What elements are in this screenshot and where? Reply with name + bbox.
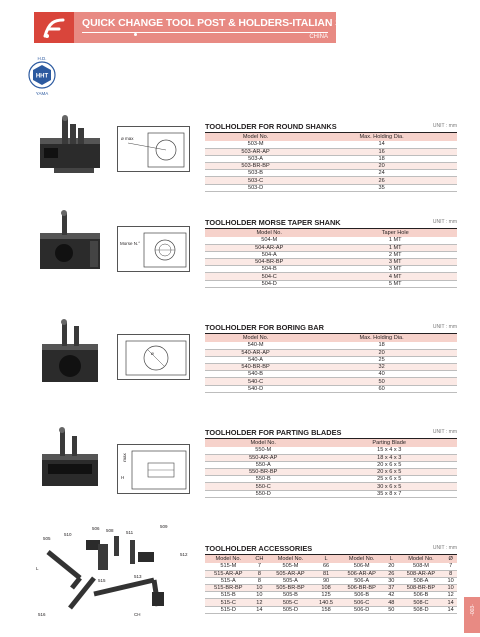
page-number: -003- bbox=[469, 604, 476, 616]
value-cell: 20 bbox=[306, 349, 457, 356]
model-cell: 550-B bbox=[205, 476, 321, 483]
boring-bar-holder-photo bbox=[34, 318, 106, 390]
column-header: Parting Blade bbox=[321, 439, 457, 447]
brand-bottom-text: YAMA bbox=[35, 91, 49, 96]
round-shank-drawing bbox=[118, 127, 191, 173]
table-row bbox=[205, 184, 457, 191]
value-cell: 108 bbox=[314, 585, 339, 592]
model-cell: 504-C bbox=[205, 273, 333, 280]
header-country: CHINA bbox=[309, 34, 328, 40]
table-row bbox=[205, 163, 457, 170]
callout-510: 510 bbox=[64, 532, 72, 537]
morse-taper-table bbox=[205, 229, 457, 288]
column-header: Model No. bbox=[205, 229, 333, 237]
callout-l: L bbox=[36, 566, 39, 571]
value-cell: 125 bbox=[314, 592, 339, 599]
callout-516: 516 bbox=[38, 612, 46, 617]
column-header: CH bbox=[252, 555, 268, 563]
table-row bbox=[205, 570, 457, 577]
model-cell: 515-A bbox=[205, 577, 252, 584]
model-cell: 550-C bbox=[205, 483, 321, 490]
value-cell: 26 bbox=[306, 177, 457, 184]
brand-badge-logo bbox=[27, 53, 57, 97]
model-cell: 503-M bbox=[205, 141, 306, 148]
boring-bar-unit: UNIT : mm bbox=[432, 324, 457, 330]
parting-blade-drawing bbox=[118, 445, 191, 495]
model-cell: 504-A bbox=[205, 251, 333, 258]
round-shanks-title: TOOLHOLDER FOR ROUND SHANKS bbox=[205, 122, 337, 131]
value-cell: 3 MT bbox=[333, 266, 457, 273]
table-row bbox=[205, 454, 457, 461]
value-cell: 14 bbox=[444, 606, 457, 613]
logo-mark-icon bbox=[41, 16, 67, 40]
page-tab bbox=[464, 597, 480, 633]
column-header: Taper Hole bbox=[333, 229, 457, 237]
table-row bbox=[205, 364, 457, 371]
model-cell: 504-BR-BP bbox=[205, 259, 333, 266]
value-cell: 90 bbox=[314, 577, 339, 584]
model-cell: 540-M bbox=[205, 342, 306, 349]
round-shanks-table bbox=[205, 133, 457, 192]
table-row bbox=[205, 577, 457, 584]
table-row bbox=[205, 155, 457, 162]
model-cell: 550-BR-BP bbox=[205, 469, 321, 476]
model-cell: 505-D bbox=[267, 606, 314, 613]
table-row bbox=[205, 599, 457, 606]
model-cell: 508-AR-AP bbox=[398, 570, 445, 577]
model-cell: 550-M bbox=[205, 447, 321, 454]
table-row bbox=[205, 273, 457, 280]
model-cell: 515-D bbox=[205, 606, 252, 613]
model-cell: 503-BR-BP bbox=[205, 163, 306, 170]
brand-middle-text: HHT bbox=[35, 73, 49, 80]
table-row bbox=[205, 177, 457, 184]
parting-blades-table bbox=[205, 439, 457, 498]
model-cell: 506-M bbox=[338, 563, 385, 570]
boring-bar-table bbox=[205, 334, 457, 393]
value-cell: 25 bbox=[306, 356, 457, 363]
column-header: Model No. bbox=[338, 555, 385, 563]
table-row bbox=[205, 170, 457, 177]
table-row bbox=[205, 356, 457, 363]
table-row bbox=[205, 148, 457, 155]
table-row bbox=[205, 342, 457, 349]
model-cell: 505-C bbox=[267, 599, 314, 606]
table-row bbox=[205, 280, 457, 287]
value-cell: 25 x 6 x 5 bbox=[321, 476, 457, 483]
round-shank-label: ø max bbox=[121, 136, 134, 141]
table-row bbox=[205, 349, 457, 356]
parting-blades-section bbox=[205, 428, 457, 498]
table-row bbox=[205, 606, 457, 613]
callout-513: 513 bbox=[134, 574, 142, 579]
value-cell: 7 bbox=[444, 563, 457, 570]
value-cell: 158 bbox=[314, 606, 339, 613]
column-header: Model No. bbox=[398, 555, 445, 563]
accessories-photo bbox=[34, 522, 194, 622]
column-header: Model No. bbox=[205, 555, 252, 563]
model-cell: 506-C bbox=[338, 599, 385, 606]
brand-top-text: H.D. bbox=[37, 56, 47, 61]
table-row bbox=[205, 371, 457, 378]
table-row bbox=[205, 490, 457, 497]
model-cell: 505-BR-BP bbox=[267, 585, 314, 592]
table-row bbox=[205, 266, 457, 273]
column-header: Ø bbox=[444, 555, 457, 563]
model-cell: 508-A bbox=[398, 577, 445, 584]
model-cell: 508-M bbox=[398, 563, 445, 570]
table-row bbox=[205, 483, 457, 490]
model-cell: 503-A bbox=[205, 155, 306, 162]
value-cell: 1 MT bbox=[333, 237, 457, 244]
value-cell: 15 x 4 x 3 bbox=[321, 447, 457, 454]
value-cell: 12 bbox=[252, 599, 268, 606]
callout-512: 512 bbox=[180, 552, 188, 557]
column-header: L bbox=[385, 555, 398, 563]
value-cell: 18 x 4 x 3 bbox=[321, 454, 457, 461]
value-cell: 7 bbox=[252, 563, 268, 570]
value-cell: 48 bbox=[385, 599, 398, 606]
table-row bbox=[205, 378, 457, 385]
header-banner bbox=[34, 12, 369, 43]
model-cell: 508-BR-BP bbox=[398, 585, 445, 592]
value-cell: 26 bbox=[385, 570, 398, 577]
value-cell: 30 x 6 x 5 bbox=[321, 483, 457, 490]
column-header: Model No. bbox=[267, 555, 314, 563]
value-cell: 10 bbox=[444, 585, 457, 592]
model-cell: 515-BR-BP bbox=[205, 585, 252, 592]
accessories-unit: UNIT : mm bbox=[432, 545, 457, 551]
value-cell: 20 bbox=[306, 163, 457, 170]
value-cell: 60 bbox=[306, 385, 457, 392]
callout-506: 506 bbox=[92, 526, 100, 531]
model-cell: 550-D bbox=[205, 490, 321, 497]
model-cell: 504-M bbox=[205, 237, 333, 244]
value-cell: 32 bbox=[306, 364, 457, 371]
table-row bbox=[205, 244, 457, 251]
callout-515: 515 bbox=[98, 578, 106, 583]
value-cell: 1 MT bbox=[333, 244, 457, 251]
round-shanks-section bbox=[205, 122, 457, 192]
parting-blades-unit: UNIT : mm bbox=[432, 429, 457, 435]
value-cell: 8 bbox=[444, 570, 457, 577]
parting-blade-holder-photo bbox=[34, 424, 106, 496]
callout-ch: CH bbox=[134, 612, 141, 617]
round-shank-holder-photo bbox=[34, 108, 106, 180]
value-cell: 37 bbox=[385, 585, 398, 592]
accessories-section bbox=[205, 544, 457, 614]
model-cell: 503-AR-AP bbox=[205, 148, 306, 155]
value-cell: 4 MT bbox=[333, 273, 457, 280]
model-cell: 540-BR-BP bbox=[205, 364, 306, 371]
table-row bbox=[205, 385, 457, 392]
value-cell: 14 bbox=[444, 599, 457, 606]
value-cell: 8 bbox=[252, 577, 268, 584]
table-row bbox=[205, 469, 457, 476]
value-cell: 14 bbox=[252, 606, 268, 613]
column-header: Model No. bbox=[205, 439, 321, 447]
model-cell: 504-AR-AP bbox=[205, 244, 333, 251]
table-row bbox=[205, 592, 457, 599]
value-cell: 10 bbox=[252, 585, 268, 592]
model-cell: 508-C bbox=[398, 599, 445, 606]
morse-taper-section bbox=[205, 218, 457, 288]
parting-blade-label-h: H bbox=[121, 475, 125, 480]
model-cell: 506-A bbox=[338, 577, 385, 584]
morse-taper-diagram bbox=[117, 226, 190, 272]
value-cell: 18 bbox=[306, 155, 457, 162]
model-cell: 515-AR-AP bbox=[205, 570, 252, 577]
table-row bbox=[205, 476, 457, 483]
model-cell: 504-D bbox=[205, 280, 333, 287]
column-header: Max. Holding Dia. bbox=[306, 334, 457, 342]
model-cell: 506-AR-AP bbox=[338, 570, 385, 577]
value-cell: 35 bbox=[306, 184, 457, 191]
callout-508: 508 bbox=[106, 528, 114, 533]
value-cell: 30 bbox=[385, 577, 398, 584]
table-row bbox=[205, 461, 457, 468]
value-cell: 24 bbox=[306, 170, 457, 177]
accessories-table bbox=[205, 555, 457, 614]
model-cell: 506-BR-BP bbox=[338, 585, 385, 592]
company-logo bbox=[34, 12, 74, 43]
table-row bbox=[205, 237, 457, 244]
model-cell: 506-D bbox=[338, 606, 385, 613]
model-cell: 540-A bbox=[205, 356, 306, 363]
table-row bbox=[205, 251, 457, 258]
accessories-title: TOOLHOLDER ACCESSORIES bbox=[205, 544, 313, 553]
value-cell: 40 bbox=[306, 371, 457, 378]
value-cell: 140.5 bbox=[314, 599, 339, 606]
morse-taper-label: Morse N.° bbox=[120, 241, 141, 246]
callout-511: 511 bbox=[126, 530, 134, 535]
model-cell: 503-D bbox=[205, 184, 306, 191]
model-cell: 506-B bbox=[338, 592, 385, 599]
value-cell: 10 bbox=[444, 577, 457, 584]
morse-taper-title: TOOLHOLDER MORSE TAPER SHANK bbox=[205, 218, 341, 227]
value-cell: 42 bbox=[385, 592, 398, 599]
boring-bar-label: ø bbox=[151, 351, 154, 356]
parting-blade-label-max: max bbox=[121, 453, 127, 462]
callout-509: 509 bbox=[160, 524, 168, 529]
column-header: L bbox=[314, 555, 339, 563]
callout-505: 505 bbox=[43, 536, 51, 541]
column-header: Model No. bbox=[205, 133, 306, 141]
model-cell: 503-C bbox=[205, 177, 306, 184]
value-cell: 16 bbox=[306, 148, 457, 155]
model-cell: 505-B bbox=[267, 592, 314, 599]
value-cell: 20 x 6 x 5 bbox=[321, 469, 457, 476]
model-cell: 515-B bbox=[205, 592, 252, 599]
boring-bar-title: TOOLHOLDER FOR BORING BAR bbox=[205, 323, 324, 332]
value-cell: 66 bbox=[314, 563, 339, 570]
value-cell: 5 MT bbox=[333, 280, 457, 287]
morse-taper-unit: UNIT : mm bbox=[432, 219, 457, 225]
value-cell: 8 bbox=[252, 570, 268, 577]
table-row bbox=[205, 141, 457, 148]
table-row bbox=[205, 259, 457, 266]
model-cell: 505-A bbox=[267, 577, 314, 584]
value-cell: 3 MT bbox=[333, 259, 457, 266]
round-shank-diagram bbox=[117, 126, 190, 172]
value-cell: 2 MT bbox=[333, 251, 457, 258]
boring-bar-diagram bbox=[117, 334, 190, 380]
model-cell: 515-C bbox=[205, 599, 252, 606]
value-cell: 20 x 6 x 5 bbox=[321, 461, 457, 468]
header-dot bbox=[134, 33, 137, 36]
morse-taper-holder-photo bbox=[34, 207, 106, 279]
value-cell: 12 bbox=[444, 592, 457, 599]
value-cell: 18 bbox=[306, 342, 457, 349]
column-header: Model No. bbox=[205, 334, 306, 342]
parting-blade-diagram bbox=[117, 444, 190, 494]
column-header: Max. Holding Dia. bbox=[306, 133, 457, 141]
value-cell: 14 bbox=[306, 141, 457, 148]
model-cell: 503-B bbox=[205, 170, 306, 177]
value-cell: 81 bbox=[314, 570, 339, 577]
accessories-header-row bbox=[205, 555, 457, 563]
model-cell: 540-AR-AP bbox=[205, 349, 306, 356]
header-divider bbox=[82, 32, 328, 33]
model-cell: 506-B bbox=[398, 592, 445, 599]
model-cell: 504-B bbox=[205, 266, 333, 273]
model-cell: 515-M bbox=[205, 563, 252, 570]
model-cell: 505-M bbox=[267, 563, 314, 570]
model-cell: 550-A bbox=[205, 461, 321, 468]
model-cell: 508-D bbox=[398, 606, 445, 613]
parting-blades-title: TOOLHOLDER FOR PARTING BLADES bbox=[205, 428, 342, 437]
model-cell: 540-C bbox=[205, 378, 306, 385]
table-row bbox=[205, 447, 457, 454]
table-row bbox=[205, 585, 457, 592]
value-cell: 50 bbox=[385, 606, 398, 613]
boring-bar-section bbox=[205, 323, 457, 393]
model-cell: 505-AR-AP bbox=[267, 570, 314, 577]
value-cell: 10 bbox=[252, 592, 268, 599]
accessories-drawing bbox=[34, 522, 194, 622]
model-cell: 540-B bbox=[205, 371, 306, 378]
model-cell: 540-D bbox=[205, 385, 306, 392]
table-row bbox=[205, 563, 457, 570]
round-shanks-unit: UNIT : mm bbox=[432, 123, 457, 129]
model-cell: 550-AR-AP bbox=[205, 454, 321, 461]
value-cell: 50 bbox=[306, 378, 457, 385]
value-cell: 20 bbox=[385, 563, 398, 570]
page-title: QUICK CHANGE TOOL POST & HOLDERS-ITALIAN STYLE bbox=[82, 17, 369, 29]
morse-taper-drawing bbox=[118, 227, 191, 273]
value-cell: 35 x 8 x 7 bbox=[321, 490, 457, 497]
boring-bar-drawing bbox=[118, 335, 191, 381]
